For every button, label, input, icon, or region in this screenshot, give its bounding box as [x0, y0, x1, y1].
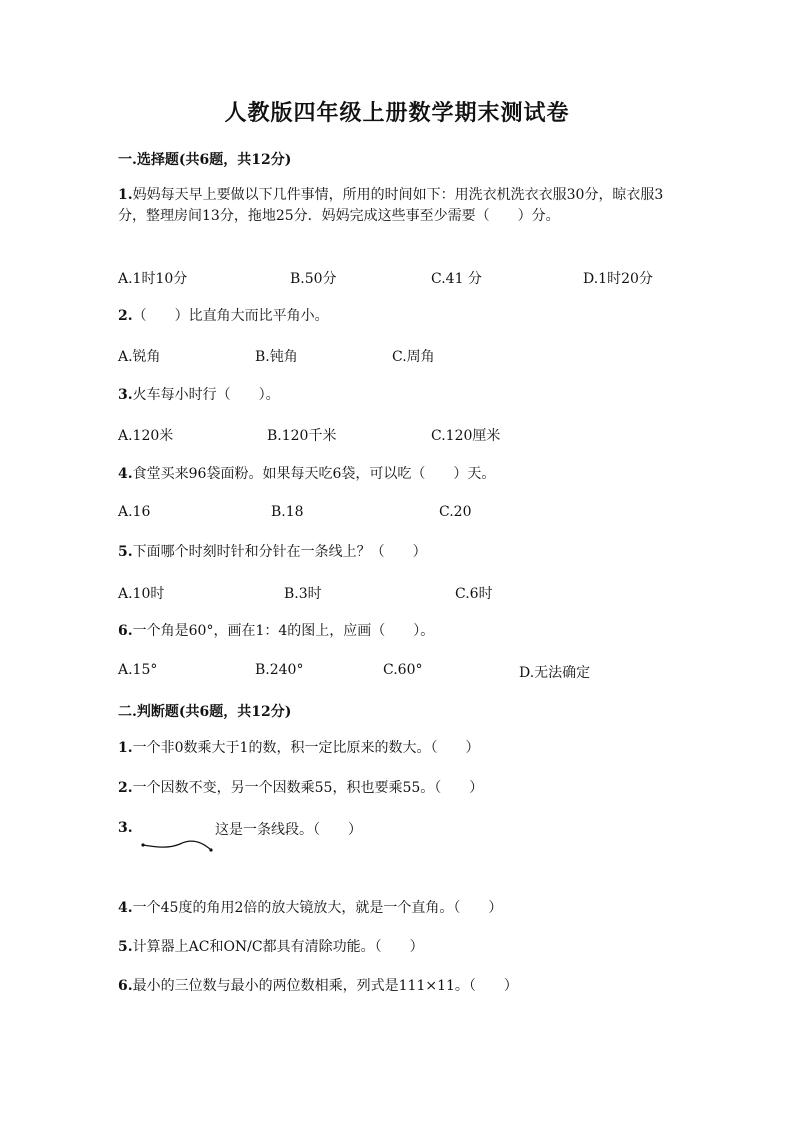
option-b[interactable]: B.50分: [290, 271, 337, 287]
choice-options-4: [118, 504, 698, 524]
option-b[interactable]: B.18: [271, 504, 304, 520]
choice-options-2: [118, 346, 698, 366]
option-c[interactable]: C.41 分: [431, 271, 482, 287]
question-text: （ ）比直角大而比平角小。: [132, 308, 329, 324]
choice-question-5: [118, 542, 678, 563]
question-text: 一个因数不变，另一个因数乘55，积也要乘55。（ ）: [132, 780, 484, 796]
option-c[interactable]: C.60°: [383, 662, 423, 678]
judgement-question-4: [118, 898, 678, 919]
question-text: 一个45度的角用2倍的放大镜放大，就是一个直角。（ ）: [132, 900, 503, 916]
choice-question-3: [118, 385, 678, 406]
option-a[interactable]: A.10时: [118, 586, 165, 602]
choice-question-4: [118, 464, 678, 485]
option-a[interactable]: A.120米: [118, 428, 174, 444]
judgement-question-6: [118, 976, 678, 997]
question-text: 计算器上AC和ON/C都具有清除功能。（ ）: [132, 939, 424, 955]
option-a[interactable]: A.锐角: [118, 349, 161, 365]
question-number: 6.: [118, 623, 133, 639]
judgement-question-5: [118, 937, 678, 958]
option-d[interactable]: D.无法确定: [519, 665, 591, 681]
option-b[interactable]: B.3时: [284, 586, 322, 602]
option-a[interactable]: A.1时10分: [118, 271, 188, 287]
option-a[interactable]: A.15°: [118, 662, 158, 678]
question-number: 6.: [118, 978, 133, 994]
question-number: 5.: [118, 544, 133, 560]
judgement-question-2: [118, 778, 678, 799]
question-number: 3.: [118, 387, 133, 403]
question-number: 1.: [118, 740, 133, 756]
page-title: 人教版四年级上册数学期末测试卷: [224, 100, 570, 126]
question-text: 食堂买来96袋面粉。如果每天吃6袋，可以吃（ ）天。: [132, 466, 496, 482]
choice-question-2: [118, 306, 678, 327]
judgement-question-1: [118, 738, 678, 759]
question-text: 下面哪个时刻时针和分针在一条线上？（ ）: [132, 544, 427, 560]
question-text: 火车每小时行（ ）。: [132, 387, 280, 403]
question-text: 一个非0数乘大于1的数，积一定比原来的数大。（ ）: [132, 740, 480, 756]
choice-question-6: [118, 621, 678, 642]
choice-question-1: [118, 185, 678, 227]
section-heading-judgement: 二.判断题(共6题，共12分): [118, 704, 292, 720]
question-number: 3.: [118, 820, 133, 836]
curved-line-figure: [138, 836, 218, 860]
option-d[interactable]: D.1时20分: [583, 271, 653, 287]
choice-options-1: [118, 268, 698, 288]
option-b[interactable]: B.240°: [255, 662, 304, 678]
choice-options-3: [118, 425, 698, 445]
question-number: 1.: [118, 187, 133, 203]
question-number: 4.: [118, 900, 133, 916]
section-heading-choice: 一.选择题(共6题，共12分): [118, 152, 292, 168]
question-number: 2.: [118, 308, 133, 324]
question-number: 2.: [118, 780, 133, 796]
option-b[interactable]: B.120千米: [267, 428, 337, 444]
question-text: 最小的三位数与最小的两位数相乘，列式是111×11。（ ）: [132, 978, 518, 994]
question-number: 4.: [118, 466, 133, 482]
option-c[interactable]: C.6时: [455, 586, 493, 602]
option-c[interactable]: C.周角: [392, 349, 435, 365]
question-number: 5.: [118, 939, 133, 955]
option-c[interactable]: C.120厘米: [431, 428, 501, 444]
question-text: 一个角是60°，画在1：4的图上，应画（ ）。: [132, 623, 435, 639]
option-c[interactable]: C.20: [439, 504, 472, 520]
question-text: 这是一条线段。（ ）: [215, 822, 362, 838]
option-b[interactable]: B.钝角: [255, 349, 298, 365]
option-a[interactable]: A.16: [118, 504, 151, 520]
choice-options-5: [118, 583, 698, 603]
choice-options-6: [118, 662, 698, 682]
question-text: 妈妈每天早上要做以下几件事情，所用的时间如下：用洗衣机洗衣衣服30分，晾衣服3分，整理房间13分，拖地25分．妈妈完成这些事至少需要（ ）分。: [118, 187, 664, 224]
